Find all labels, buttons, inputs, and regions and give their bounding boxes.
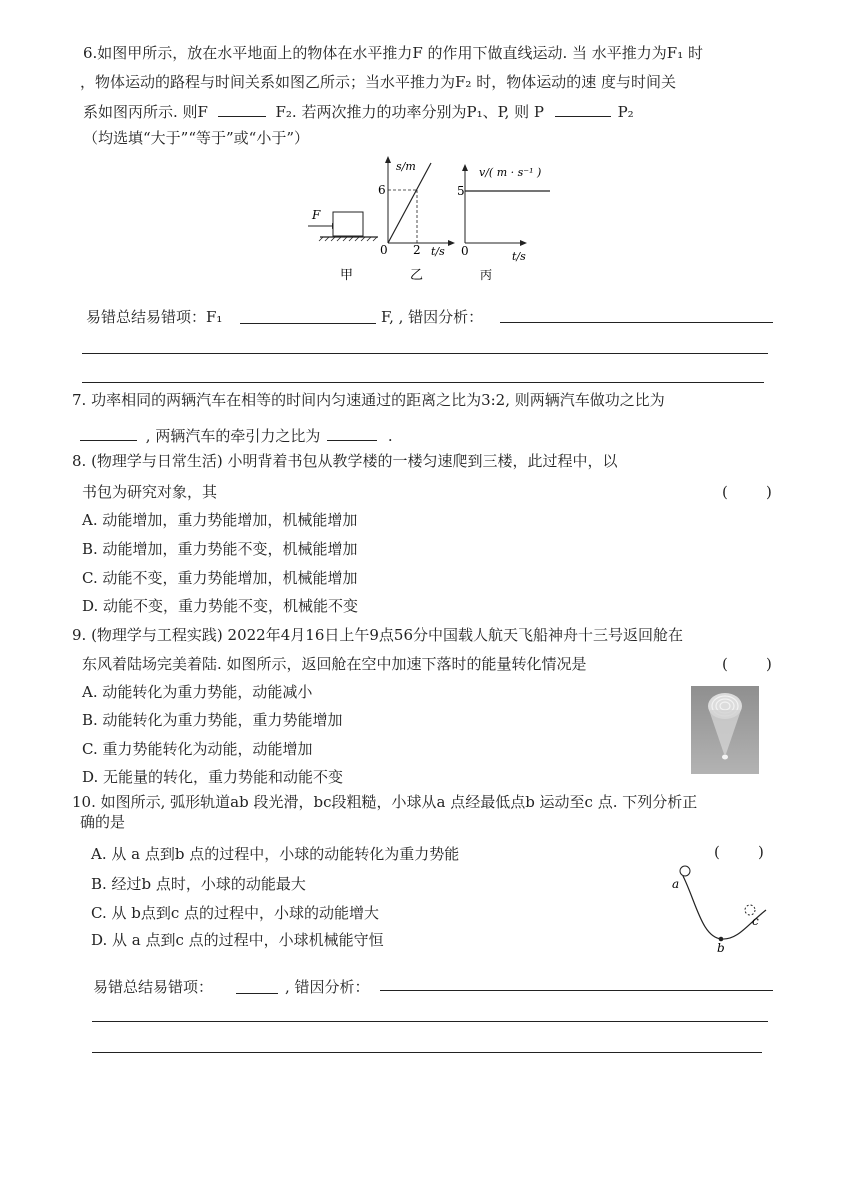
q6-reason-line-1[interactable] <box>500 322 773 323</box>
q10-summary-label: 易错总结易错项： <box>93 978 214 996</box>
q10-answer-paren[interactable]: ( ) <box>714 843 764 861</box>
q7-line-2 <box>80 424 393 446</box>
q10-reason-line-2[interactable] <box>92 1021 768 1022</box>
parachute-capsule-photo <box>691 686 759 774</box>
bing-y-label: v/( m · s⁻¹ ) <box>479 166 542 179</box>
q6-line-2: ，物体运动的路程与时间关系如图乙所示；当水平推力为F₂ 时，物体运动的速 度与时间关 <box>80 73 676 91</box>
q6-summary-blank[interactable] <box>240 323 376 324</box>
track-curve <box>683 876 766 939</box>
q6-reason-line-2[interactable] <box>82 353 768 354</box>
q10-option-a: A. 从 a 点到b 点的过程中，小球的动能转化为重力势能 <box>91 845 460 863</box>
q10-reason-line-1[interactable] <box>380 990 773 991</box>
q6-figure <box>300 155 570 285</box>
yi-y-arrow <box>385 156 391 163</box>
bing-y-tick: 5 <box>457 184 465 198</box>
q6-blank-power[interactable] <box>555 100 611 117</box>
caption-bing: 丙 <box>480 268 493 282</box>
yi-x-tick: 2 <box>413 243 421 257</box>
bing-x-label: t/s <box>512 250 526 263</box>
q9-option-c: C. 重力势能转化为动能，动能增加 <box>82 740 313 758</box>
label-a: a <box>672 877 680 891</box>
q10-option-c: C. 从 b点到c 点的过程中，小球的动能增大 <box>91 904 380 922</box>
q8-option-a: A. 动能增加，重力势能增加，机械能增加 <box>82 511 358 529</box>
q6-line-3-text-a: 系如图丙所示. 则F <box>83 103 208 121</box>
curved-track-figure <box>666 862 778 956</box>
block <box>333 212 363 236</box>
q8-option-b: B. 动能增加，重力势能不变，机械能增加 <box>82 540 358 558</box>
figure-jia <box>308 208 378 283</box>
figure-bing <box>457 164 550 282</box>
label-c: c <box>752 914 759 928</box>
q10-reason-line-3[interactable] <box>92 1052 762 1053</box>
q9-option-a: A. 动能转化为重力势能，动能减小 <box>82 683 313 701</box>
q6-line-4: （均选填“大于”“等于”或“小于”） <box>83 129 310 147</box>
q9-option-b: B. 动能转化为重力势能，重力势能增加 <box>82 711 343 729</box>
force-label: F <box>312 208 321 222</box>
yi-x-label: t/s <box>431 245 445 258</box>
ball-at-a <box>680 866 690 876</box>
yi-y-label: s/m <box>396 160 416 173</box>
yi-x-arrow <box>448 240 455 246</box>
q7-line-1: 7. 功率相同的两辆汽车在相等的时间内匀速通过的距离之比为3:2, 则两辆汽车做功之比为 <box>72 391 665 409</box>
q7-line-2-text: , 两辆汽车的牵引力之比为 <box>145 427 321 445</box>
q6-blank-force[interactable] <box>218 100 266 117</box>
q7-blank-work[interactable] <box>80 424 137 441</box>
q6-summary-label: 易错总结易错项：F₁ <box>86 308 223 326</box>
yi-line <box>388 163 431 243</box>
q10-summary-blank[interactable] <box>236 993 278 994</box>
caption-jia: 甲 <box>340 268 354 283</box>
q9-line-2: 东风着陆场完美着陆. 如图所示，返回舱在空中加速下落时的能量转化情况是 <box>82 655 587 673</box>
bing-x-arrow <box>520 240 527 246</box>
ground-hatch <box>319 237 377 241</box>
q6-line-1: 6.如图甲所示，放在水平地面上的物体在水平推力F 的作用下做直线运动. 当 水平推力为F₁ 时 <box>83 44 703 62</box>
q8-line-2: 书包为研究对象，其 <box>82 483 218 501</box>
bing-origin: 0 <box>461 244 469 258</box>
q8-option-c: C. 动能不变，重力势能增加，机械能增加 <box>82 569 358 587</box>
q10-option-d: D. 从 a 点到c 点的过程中，小球机械能守恒 <box>91 931 384 949</box>
figure-yi <box>378 156 455 283</box>
q9-line-1: 9. (物理学与工程实践) 2022年4月16日上午9点56分中国载人航天飞船神舟十三号返回舱在 <box>72 626 683 644</box>
q6-reason-line-3[interactable] <box>82 382 764 383</box>
yi-y-tick: 6 <box>378 183 386 197</box>
q6-line-3-text-c: P₂ <box>617 103 634 121</box>
q9-option-d: D. 无能量的转化，重力势能和动能不变 <box>82 768 344 786</box>
q8-answer-paren[interactable]: ( ) <box>722 483 772 501</box>
q6-line-3 <box>83 100 634 122</box>
q6-summary-reason-label: F, , 错因分析： <box>381 308 484 326</box>
q6-line-3-text-b: F₂. 若两次推力的功率分别为P₁、P, 则 P <box>275 103 545 121</box>
caption-yi: 乙 <box>410 268 424 283</box>
q9-answer-paren[interactable]: ( ) <box>722 655 772 673</box>
q7-line-2-end: . <box>387 427 393 445</box>
q10-line-2: 确的是 <box>80 813 126 831</box>
bing-y-arrow <box>462 164 468 171</box>
label-b: b <box>717 941 725 955</box>
q10-summary-reason-label: , 错因分析： <box>285 978 370 996</box>
q10-option-b: B. 经过b 点时，小球的动能最大 <box>91 875 306 893</box>
q7-blank-force[interactable] <box>327 424 377 441</box>
q10-line-1: 10. 如图所示, 弧形轨道ab 段光滑，bc段粗糙，小球从a 点经最低点b 运动至c 点. 下列分析正 <box>72 793 698 811</box>
return-capsule <box>722 755 728 760</box>
yi-origin: 0 <box>380 243 388 257</box>
q8-line-1: 8. (物理学与日常生活) 小明背着书包从教学楼的一楼匀速爬到三楼，此过程中，以 <box>72 452 618 470</box>
q8-option-d: D. 动能不变，重力势能不变，机械能不变 <box>82 597 359 615</box>
